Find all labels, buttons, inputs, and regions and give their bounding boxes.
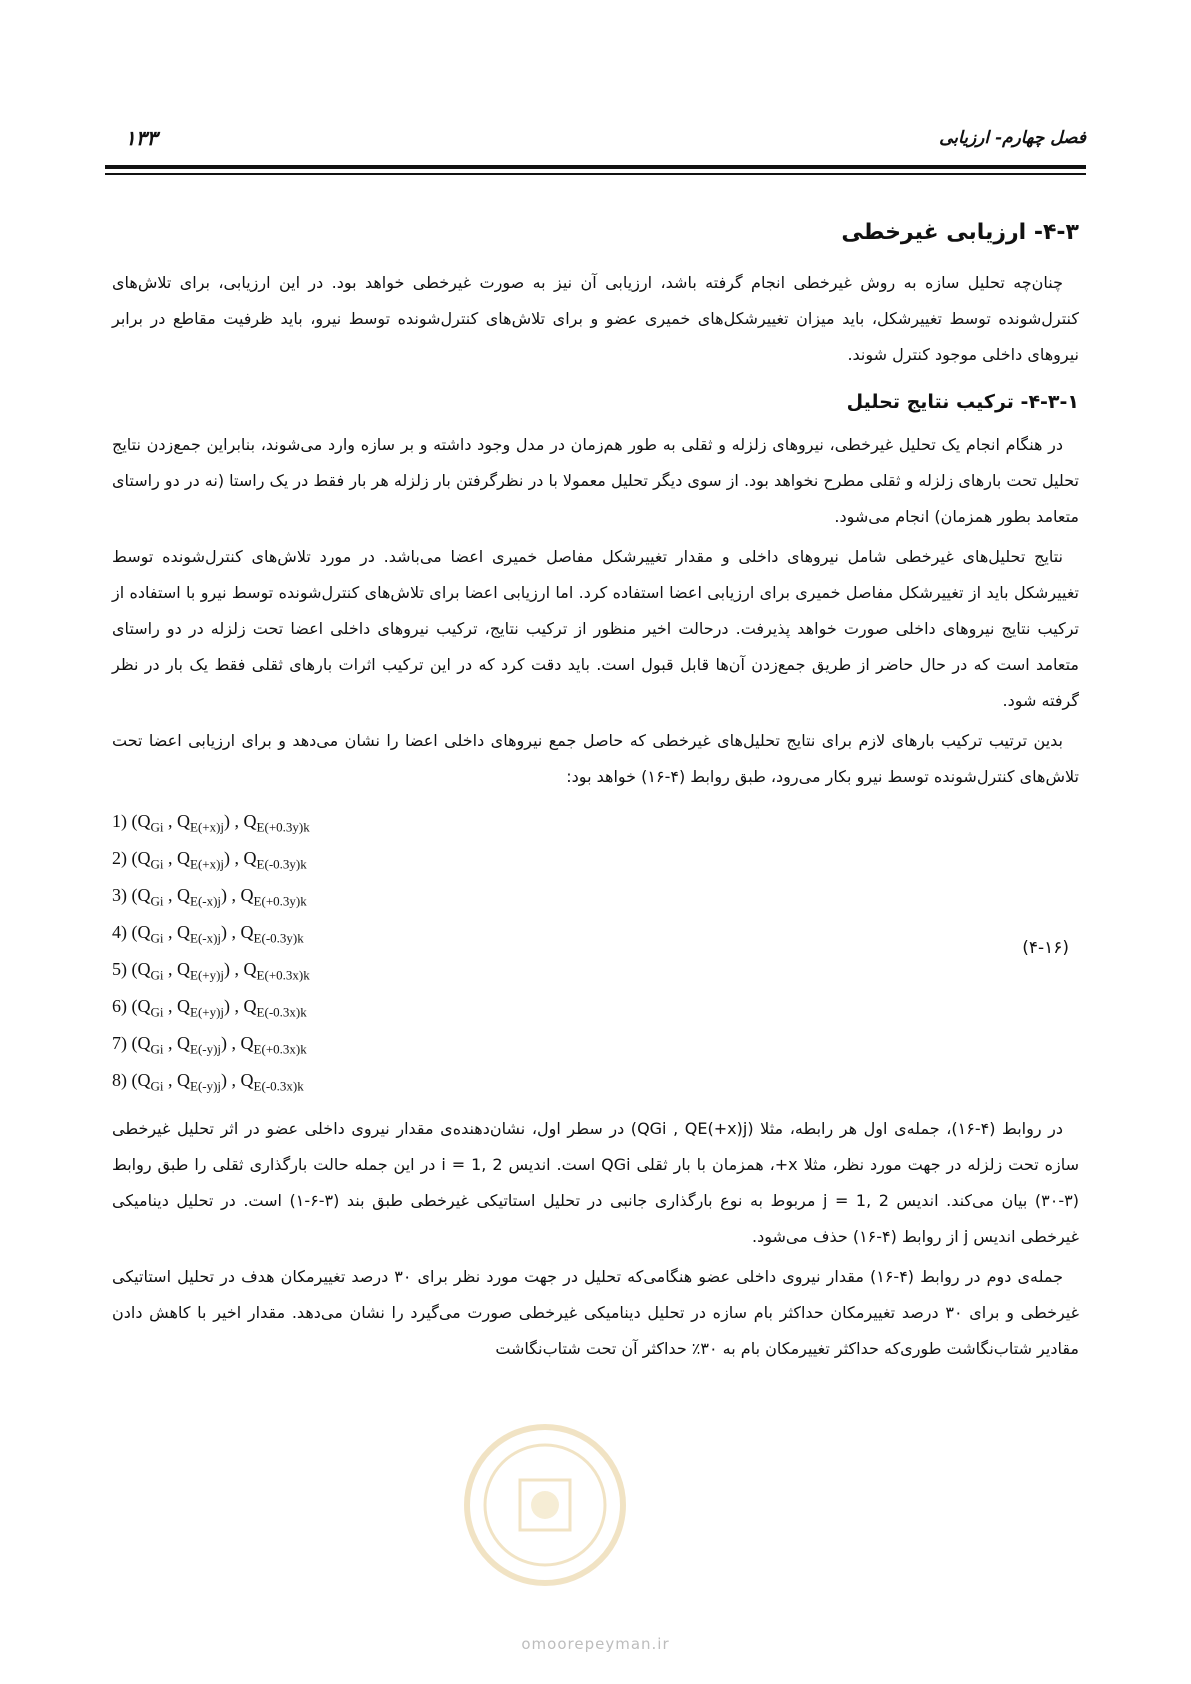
- section-paragraph: چنان‌چه تحلیل سازه به روش غیرخطی انجام گرفته باشد، ارزیابی آن نیز به صورت غیرخطی خواهد بود. در این ارزیابی، برای تلاش‌های کنترل‌شونده توسط تغییرشکل، باید میزان تغییرشکل‌های خمیری عضو و برای تلاش‌های کنترل‌شونده توسط نیرو، باید ظرفیت مقاطع در برابر نیروهای داخلی موجود کنترل شوند.: [112, 273, 1079, 364]
- paragraph-1: در هنگام انجام یک تحلیل غیرخطی، نیروهای زلزله و ثقلی به طور هم‌زمان در مدل وجود داشته و بر سازه وارد می‌شوند، بنابراین جمع‌زدن نتایج تحلیل تحت بارهای زلزله و ثقلی مطرح نخواهد بود. از سوی دیگر تحلیل معمولا با در نظرگرفتن بار زلزله هر بار فقط در یک راستا (نه در دو راستای متعامد بطور همزمان) انجام می‌شود.: [112, 435, 1079, 526]
- formula-term-1: E(-x)j: [190, 893, 222, 909]
- formula-number: 1) (Q: [112, 811, 151, 831]
- header-rule-thin: [105, 173, 1086, 175]
- formula-row: 6) ($Q_{Gi}$ , $Q_{E(+y)j}$) , $Q_{E(-0.3x)k}$: [112, 996, 307, 1020]
- section-title: ۴-۳- ارزیابی غیرخطی: [841, 220, 1079, 245]
- formula-number: 3) (Q: [112, 885, 151, 905]
- watermark-seal-icon: [450, 1420, 640, 1590]
- formula-term-2: E(+0.3x)k: [253, 1041, 307, 1057]
- formula-term-1: E(+x)j: [190, 856, 225, 872]
- formula-row: 8) ($Q_{Gi}$ , $Q_{E(-y)j}$) , $Q_{E(-0.3x)k}$: [112, 1070, 304, 1094]
- paragraph-2: نتایج تحلیل‌های غیرخطی شامل نیروهای داخلی و مقدار تغییرشکل مفاصل خمیری اعضا می‌باشد. در مورد تلاش‌های کنترل‌شونده توسط تغییرشکل باید از تغییرشکل مفاصل خمیری برای ارزیابی اعضا استفاده کرد. اما ارزیابی اعضا برای تلاش‌های کنترل‌شونده توسط نیرو با استفاده از ترکیب نتایج نیروهای داخلی صورت خواهد پذیرفت. درحالت اخیر منظور از ترکیب نتایج، ترکیب نیروهای داخلی اعضا تحت زلزله در دو راستای متعامد است که در حال حاضر از طریق جمع‌زدن آن‌ها قابل قبول است. باید دقت کرد که در این ترکیب اثرات بارهای ثقلی فقط یک بار در نظر گرفته شود.: [112, 547, 1079, 710]
- formula-number: 6) (Q: [112, 996, 151, 1016]
- formula-term-2: E(-0.3x)k: [253, 1078, 304, 1094]
- paragraph-5: جمله‌ی دوم در روابط (۴-۱۶) مقدار نیروی داخلی عضو هنگامی‌که تحلیل در جهت مورد نظر برای ۳۰ درصد تغییرمکان هدف در تحلیل استاتیکی غیرخطی و برای ۳۰ درصد تغییرمکان حداکثر بام سازه در تحلیل دینامیکی غیرخطی صورت می‌گیرد را نشان می‌دهد. مقدار اخیر با کاهش دادن مقادیر شتاب‌نگاشت طوری‌که حداکثر تغییرمکان بام به ۳۰٪ حداکثر آن تحت شتاب‌نگاشت: [112, 1267, 1080, 1358]
- formula-term-2: E(-0.3x)k: [256, 1004, 307, 1020]
- formula-row: 3) ($Q_{Gi}$ , $Q_{E(-x)j}$) , $Q_{E(+0.3y)k}$: [112, 885, 307, 909]
- formula-term-2: E(-0.3y)k: [253, 930, 304, 946]
- formula-row: 2) ($Q_{Gi}$ , $Q_{E(+x)j}$) , $Q_{E(-0.3y)k}$: [112, 848, 307, 872]
- formula-number: 5) (Q: [112, 959, 151, 979]
- formula-row: 5) ($Q_{Gi}$ , $Q_{E(+y)j}$) , $Q_{E(+0.3x)k}$: [112, 959, 310, 983]
- equation-number: (۴-۱۶): [1022, 938, 1069, 958]
- formula-row: 7) ($Q_{Gi}$ , $Q_{E(-y)j}$) , $Q_{E(+0.3x)k}$: [112, 1033, 307, 1057]
- watermark-text: omoorepeyman.ir: [521, 1635, 670, 1653]
- formula-term-1: E(+y)j: [190, 967, 225, 983]
- load-combination-formulas: [112, 803, 1079, 1103]
- formula-term-1: E(+x)j: [190, 819, 225, 835]
- formula-number: 8) (Q: [112, 1070, 151, 1090]
- formula-term-2: E(+0.3y)k: [253, 893, 307, 909]
- formula-number: 2) (Q: [112, 848, 151, 868]
- formula-list: [112, 803, 1079, 1099]
- header-rule-thick: [105, 165, 1086, 169]
- page-content: [112, 195, 1079, 1371]
- formula-term-1: E(-y)j: [190, 1078, 222, 1094]
- paragraph-4: در روابط (۴-۱۶)، جمله‌ی اول هر رابطه، مثلا (QGi , QE(+x)j) در سطر اول، نشان‌دهنده‌ی مقدار نیروی داخلی عضو در اثر تحلیل غیرخطی سازه تحت زلزله در جهت مورد نظر، مثلا x+، همزمان با بار ثقلی QGi است. اندیس i = 1, 2 در این جمله حالت بارگذاری ثقلی را طبق روابط (۳-۳۰) بیان می‌کند. اندیس j = 1, 2 مربوط به نوع بارگذاری جانبی در تحلیل استاتیکی غیرخطی طبق بند (۳-۶-۱) است. در تحلیل دینامیکی غیرخطی اندیس j از روابط (۴-۱۶) حذف می‌شود.: [112, 1119, 1079, 1246]
- formula-term-2: E(+0.3x)k: [256, 967, 310, 983]
- formula-term-1: E(-x)j: [190, 930, 222, 946]
- page-header: [105, 128, 1086, 158]
- formula-term-1: E(-y)j: [190, 1041, 222, 1057]
- subsection-title: ۴-۳-۱- ترکیب نتایج تحلیل: [846, 391, 1079, 413]
- formula-term-1: E(+y)j: [190, 1004, 225, 1020]
- formula-row: 1) ($Q_{Gi}$ , $Q_{E(+x)j}$) , $Q_{E(+0.3y)k}$: [112, 811, 310, 835]
- formula-number: 4) (Q: [112, 922, 151, 942]
- formula-term-2: E(-0.3y)k: [256, 856, 307, 872]
- formula-number: 7) (Q: [112, 1033, 151, 1053]
- paragraph-3: بدین ترتیب ترکیب بارهای لازم برای نتایج تحلیل‌های غیرخطی که حاصل جمع نیروهای داخلی اعضا را نشان می‌دهد و برای ارزیابی اعضا تحت تلاش‌های کنترل‌شونده توسط نیرو بکار می‌رود، طبق روابط (۴-۱۶) خواهد بود:: [112, 731, 1079, 786]
- page-number: ۱۳۳: [125, 126, 158, 150]
- formula-term-2: E(+0.3y)k: [256, 819, 310, 835]
- chapter-title: فصل چهارم- ارزیابی: [939, 128, 1086, 148]
- formula-row: 4) ($Q_{Gi}$ , $Q_{E(-x)j}$) , $Q_{E(-0.3y)k}$: [112, 922, 304, 946]
